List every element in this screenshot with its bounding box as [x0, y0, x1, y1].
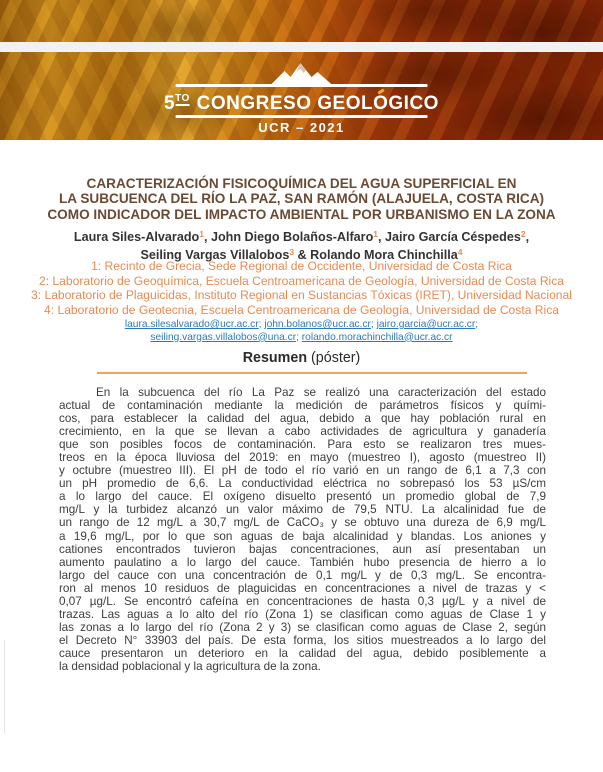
abstract-line: cauce presentaron un deterioro en la calidad del agua, debido posiblemente a	[59, 646, 546, 660]
abstract-line: la densidad poblacional y la agricultura de la zona.	[59, 659, 321, 673]
abstract-line: ron al menos 10 residuos de plaguicidas en concentraciones a nivel de trazas y <	[59, 581, 546, 595]
author-affiliation-number: 4	[457, 247, 463, 258]
banner-divider	[0, 42, 603, 52]
paper-title	[30, 176, 573, 222]
page-edge-line	[4, 640, 5, 733]
abstract-line: En la subcuenca del río La Paz se realizó una caracterización del estado	[96, 386, 546, 399]
abstract-line: trazas. Las aguas a lo alto del río (Zona 1) se clasifican como aguas de Clase 1 y	[59, 607, 546, 621]
affiliation-line: 4: Laboratorio de Geotecnia, Escuela Centroamericana de Geología, Universidad de Costa Rica	[44, 303, 559, 318]
logo-rule-top	[175, 84, 427, 87]
mountain-icon	[269, 62, 333, 86]
top-texture-banner	[0, 0, 603, 42]
authors-line: Seiling Vargas Villalobos$^3$ & Rolando Mora Chinchilla$^4$	[140, 247, 463, 263]
abstract-line: el Decreto N° 33903 del país. De esta forma, los sitios muestreados a lo largo del	[59, 633, 546, 647]
title-line: LA SUBCUENCA DEL RÍO LA PAZ, SAN RAMÓN (ALAJUELA, COSTA RICA)	[58, 191, 545, 207]
heading-rule	[97, 372, 527, 374]
abstract-line: treos en la época lluviosa del 2019: en mayo (muestreo I), agosto (muestreo II)	[59, 451, 546, 465]
abstract-line: 0,07 µg/L. Se encontró cafeína en concentraciones de hasta 0,3 µg/L y a nivel de	[59, 594, 546, 608]
affiliation-line: 2: Laboratorio de Geoquímica, Escuela Centroamericana de Geología, Universidad de Costa Rica	[38, 273, 565, 288]
author-affiliation-number: 1	[199, 229, 204, 239]
abstract-line: las zonas a lo largo del río (Zona 2 y 3) se clasifican como aguas de Clase 2, según	[59, 620, 546, 634]
email-link[interactable]: jairo.garcia@ucr.ac.cr	[376, 319, 476, 330]
author-affiliation-number: 1	[373, 229, 379, 239]
author-affiliation-number: 3	[289, 247, 295, 258]
logo-rule-bottom	[175, 115, 427, 118]
abstract-line: que son posibles focos de contaminación. Para esto se realizaron tres mues-	[59, 438, 546, 452]
abstract-heading: Resumen (póster)	[242, 350, 361, 366]
affiliations	[10, 259, 593, 318]
abstract-line: aumento paulatino a lo largo del cauce. También hubo presencia de hierro a lo	[59, 555, 546, 569]
emails	[30, 319, 573, 344]
abstract-line: cos, para establecer la calidad del agua, debido a que hay población rural en	[59, 412, 546, 426]
abstract-line: crecimiento, en la que se llevan a cabo actividades de agricultura y ganadería	[59, 425, 546, 439]
email-line: laura.silesalvarado@ucr.ac.cr; john.bolanos@ucr.ac.cr; jairo.garcia@ucr.ac.cr;	[124, 319, 479, 330]
abstract-line: y octubre (muestreo III). El pH de todo el río varió en un rango de 6,1 a 7,3 con	[59, 464, 546, 478]
authors-line: Laura Siles-Alvarado$^1$, John Diego Bolaños-Alfaro$^1$, Jairo García Céspedes$^2$,	[73, 229, 530, 244]
abstract-body	[59, 386, 546, 673]
email-link[interactable]: seiling.vargas.villalobos@una.cr	[150, 331, 297, 343]
abstract-line: actual de contaminación mediante la medición de parámetros físicos y quími-	[59, 399, 546, 413]
abstract-line: cationes encontrados tuvieron bajas concentraciones, aun así presentaban un	[59, 542, 546, 556]
email-link[interactable]: john.bolanos@ucr.ac.cr	[264, 319, 371, 330]
affiliation-line: 3: Laboratorio de Plaguicidas, Instituto Regional en Sustancias Tóxicas (IRET), Universidad Nacional	[31, 288, 572, 303]
abstract-line: largo del cauce con una concentración de 0,1 mg/L y de 0,3 mg/L. Se encontra-	[59, 568, 546, 582]
congress-title: $5^{TO}$ CONGRESO GEOL OGICO	[164, 88, 439, 115]
abstract-line: un rango de 12 mg/L a 30,7 mg/L de CaCO₃ y se obtuvo una dureza de 6,9 mg/L	[59, 516, 546, 530]
email-line: seiling.vargas.villalobos@una.cr; rolando.morachinchilla@ucr.ac.cr	[150, 331, 453, 343]
main-texture-banner	[0, 52, 603, 140]
abstract-line: un pH promedio de 6,6. La conductividad eléctrica no sobrepasó los 53 µS/cm	[59, 477, 546, 491]
title-line: CARACTERIZACIÓN FISICOQUÍMICA DEL AGUA SUPERFICIAL EN	[86, 176, 517, 191]
title-line: COMO INDICADOR DEL IMPACTO AMBIENTAL POR URBANISMO EN LA ZONA	[47, 206, 556, 222]
abstract-line: a 19,6 mg/L, por lo que son aguas de baja alcalinidad y blandas. Los aniones y	[59, 529, 546, 543]
congress-logo	[164, 62, 439, 136]
email-link[interactable]: laura.silesalvarado@ucr.ac.cr	[124, 319, 259, 330]
authors	[30, 227, 573, 263]
abstract-line: a lo largo del cauce. El oxígeno disuelto presentó un promedio global de 7,9	[59, 490, 546, 504]
author-affiliation-number: 2	[520, 229, 526, 239]
congress-subtitle: UCR – 2021	[258, 120, 345, 135]
ordinal-suffix: TO	[175, 93, 190, 104]
abstract-line: mg/L y la turbidez alcanzó un valor máximo de 79,5 NTU. La alcalinidad fue de	[59, 503, 546, 517]
email-link[interactable]: rolando.morachinchilla@ucr.ac.cr	[301, 331, 453, 343]
affiliation-line: 1: Recinto de Grecia, Sede Regional de Occidente, Universidad de Costa Rica	[91, 259, 512, 273]
